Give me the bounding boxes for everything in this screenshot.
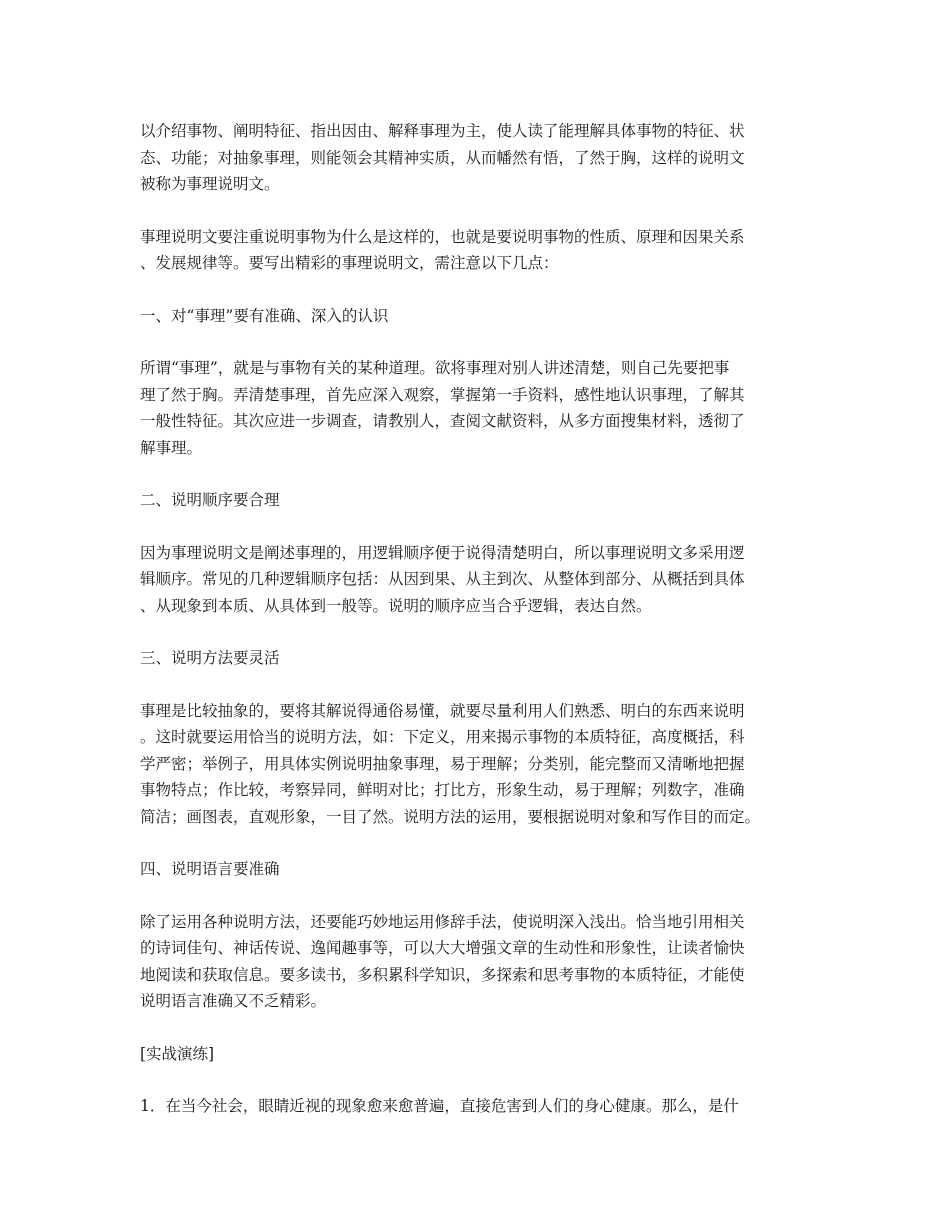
text-line: 事理说明文要注重说明事物为什么是这样的，也就是要说明事物的性质、原理和因果关系: [140, 227, 745, 246]
exercise-1-paragraph: [140, 1093, 820, 1120]
text-line: 因为事理说明文是阐述事理的，用逻辑顺序便于说得清楚明白，所以事理说明文多采用逻: [140, 543, 745, 562]
text-line: 解事理。: [140, 438, 203, 457]
section-heading-3: [140, 645, 820, 672]
heading-text: 一、对“事理”要有准确、深入的认识: [140, 306, 389, 325]
intro-paragraph: [140, 118, 820, 198]
text-line: 1．在当今社会，眼睛近视的现象愈来愈普遍，直接危害到人们的身心健康。那么，是什: [140, 1097, 739, 1115]
text-line: 、从现象到本质、从具体到一般等。说明的顺序应当合乎逻辑，表达自然。: [140, 596, 652, 615]
text-line: 以介绍事物、阐明特征、指出因由、解释事理为主，使人读了能理解具体事物的特征、状: [140, 122, 745, 140]
section-3-paragraph: [140, 698, 820, 831]
text-line: 地阅读和获取信息。要多读书，多积累科学知识，多探索和思考事物的本质特征，才能使: [140, 965, 745, 984]
text-line: 、发展规律等。要写出精彩的事理说明文，需注意以下几点：: [140, 254, 559, 272]
section-4-paragraph: [140, 909, 820, 1015]
text-line: 的诗词佳句、神话传说、逸闻趣事等，可以大大增强文章的生动性和形象性，让读者愉快: [140, 939, 745, 957]
text-line: 理了然于胸。弄清楚事理，首先应深入观察，掌握第一手资料，感性地认识事理，了解其: [140, 385, 745, 404]
heading-text: [实战演练]: [140, 1044, 215, 1063]
practice-heading: [140, 1041, 820, 1068]
section-heading-1: [140, 303, 820, 330]
section-2-paragraph: [140, 540, 820, 620]
text-line: 被称为事理说明文。: [140, 175, 280, 193]
heading-text: 三、说明方法要灵活: [140, 649, 280, 667]
heading-text: 四、说明语言要准确: [140, 860, 280, 878]
section-heading-2: [140, 487, 820, 514]
text-line: 事理是比较抽象的，要将其解说得通俗易懂，就要尽量利用人们熟悉、明白的东西来说明: [140, 701, 745, 720]
section-heading-4: [140, 856, 820, 883]
heading-text: 二、说明顺序要合理: [140, 491, 280, 509]
text-line: 。这时就要运用恰当的说明方法，如：下定义，用来揭示事物的本质特征，高度概括，科: [140, 728, 745, 746]
text-line: 事物特点；作比较，考察异同，鲜明对比；打比方，形象生动，易于理解；列数字，准确: [140, 781, 745, 799]
text-line: 除了运用各种说明方法，还要能巧妙地运用修辞手法，使说明深入浅出。恰当地引用相关: [140, 912, 745, 931]
document-body: [140, 118, 820, 1146]
text-line: 说明语言准确又不乏精彩。: [140, 992, 327, 1010]
text-line: 所谓“事理”，就是与事物有关的某种道理。欲将事理对别人讲述清楚，则自己先要把事: [140, 359, 730, 377]
text-line: 态、功能；对抽象事理，则能领会其精神实质，从而幡然有悟，了然于胸，这样的说明文: [140, 148, 745, 167]
text-line: 辑顺序。常见的几种逻辑顺序包括：从因到果、从主到次、从整体到部分、从概括到具体: [140, 570, 745, 588]
focus-paragraph: [140, 224, 820, 277]
text-line: 一般性特征。其次应进一步调查，请教别人，查阅文献资料，从多方面搜集材料，透彻了: [140, 412, 745, 430]
text-line: 简洁；画图表，直观形象，一目了然。说明方法的运用，要根据说明对象和写作目的而定。: [140, 807, 761, 826]
text-line: 学严密；举例子，用具体实例说明抽象事理，易于理解；分类别，能完整而又清晰地把握: [140, 754, 745, 773]
section-1-paragraph: [140, 355, 820, 461]
